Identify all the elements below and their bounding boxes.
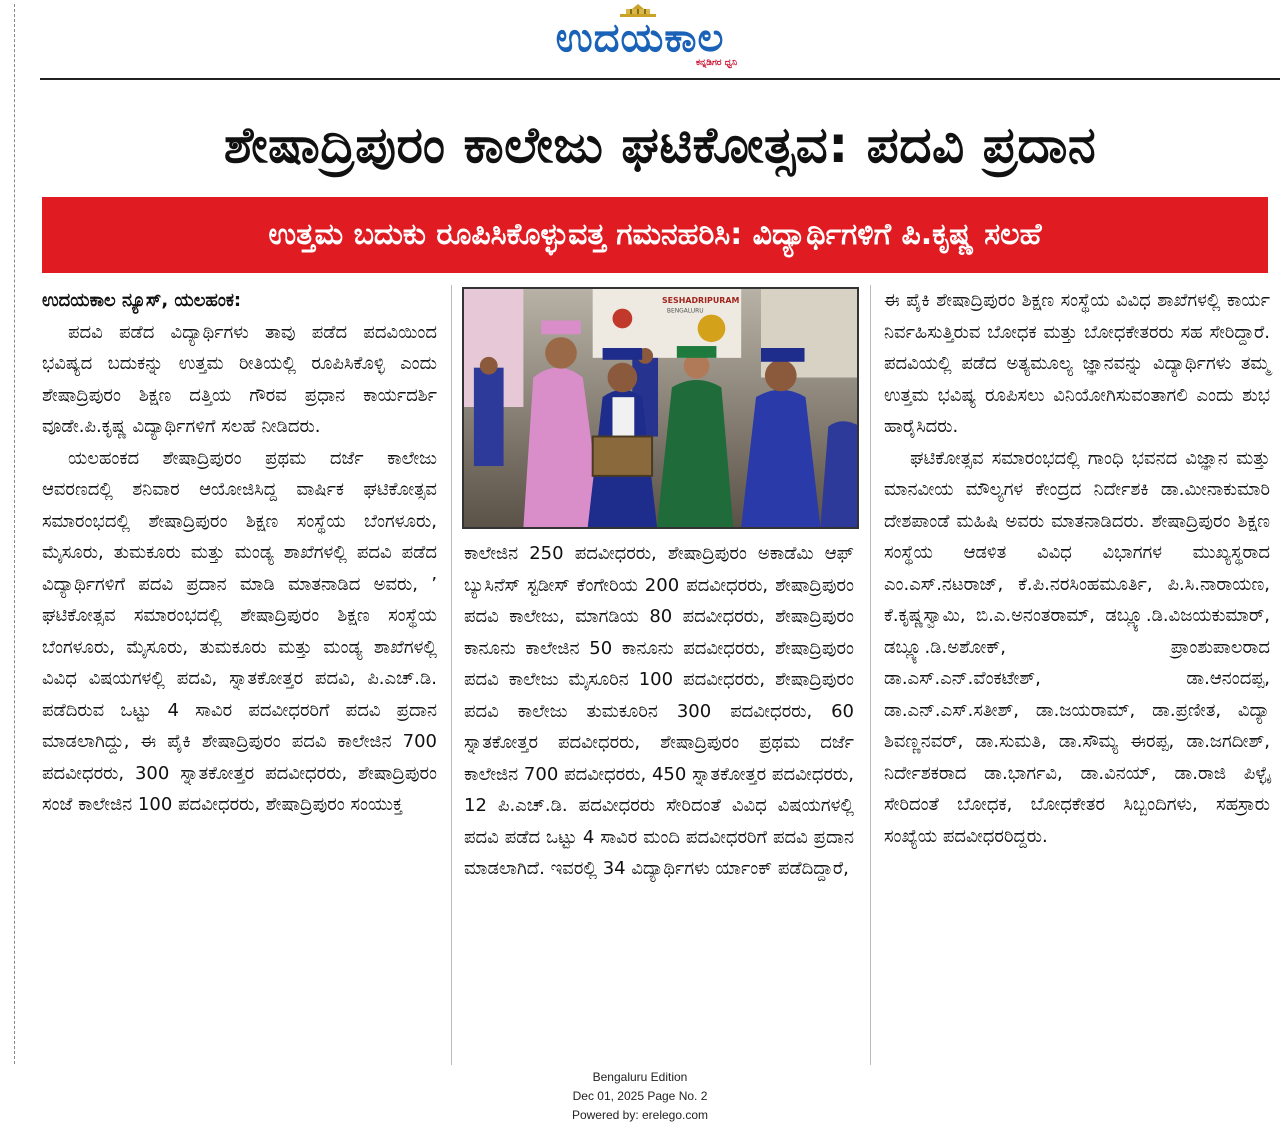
- article-paragraph: ಯಲಹಂಕದ ಶೇಷಾದ್ರಿಪುರಂ ಪ್ರಥಮ ದರ್ಜೆ ಕಾಲೇಜು ಆವರಣದಲ್ಲಿ ಶನಿವಾರ ಆಯೋಜಿಸಿದ್ದ ವಾರ್ಷಿಕ ಘಟಿಕೋತ್ಸವ ಸಮಾರಂಭದಲ್ಲಿ ಶೇಷಾದ್ರಿಪುರಂ ಶಿಕ್ಷಣ ಸಂಸ್ಥೆಯ ಬೆಂಗಳೂರು, ಮೈಸೂರು, ತುಮಕೂರು ಮತ್ತು ಮಂಡ್ಯ ಶಾಖೆಗಳಲ್ಲಿ ಪದವಿ ಪಡೆದ ವಿದ್ಯಾರ್ಥಿಗಳಿಗೆ ಪದವಿ ಪ್ರದಾನ ಮಾಡಿ ಮಾತನಾಡಿದ ಅವರು, ’ ಘಟಿಕೋತ್ಸವ ಸಮಾರಂಭದಲ್ಲಿ ಶೇಷಾದ್ರಿಪುರಂ ಶಿಕ್ಷಣ ಸಂಸ್ಥೆಯ ಬೆಂಗಳೂರು, ಮೈಸೂರು, ತುಮಕೂರು ಮತ್ತು ಮಂಡ್ಯ ಶಾಖೆಗಳಲ್ಲಿ ವಿವಿಧ ವಿಷಯಗಳಲ್ಲಿ ಪದವಿ, ಸ್ನಾತಕೋತ್ತರ ಪದವಿ, ಪಿ.ಎಚ್.ಡಿ. ಪಡೆದಿರುವ ಒಟ್ಟು 4 ಸಾವಿರ ಪದವೀಧರರಿಗೆ ಪದವಿ ಪ್ರದಾನ ಮಾಡಲಾಗಿದ್ದು, ಈ ಪೈಕಿ ಶೇಷಾದ್ರಿಪುರಂ ಪದವಿ ಕಾಲೇಜಿನ 700 ಪದವೀಧರರು, 300 ಸ್ನಾತಕೋತ್ತರ ಪದವೀಧರರು, ಶೇಷಾದ್ರಿಪುರಂ ಸಂಜೆ ಕಾಲೇಜಿನ 100 ಪದವೀಧರರು, ಶೇಷಾದ್ರಿಪುರಂ ಸಂಯುಕ್ತ: [42, 447, 437, 815]
- article-column-2: [464, 538, 854, 1064]
- article-paragraph: ಕಾಲೇಜಿನ 250 ಪದವೀಧರರು, ಶೇಷಾದ್ರಿಪುರಂ ಅಕಾಡೆಮಿ ಆಫ್ ಬ್ಯುಸಿನೆಸ್ ಸ್ಟಡೀಸ್ ಕೆಂಗೇರಿಯ 200 ಪದವೀಧರರು, ಶೇಷಾದ್ರಿಪುರಂ ಪದವಿ ಕಾಲೇಜು, ಮಾಗಡಿಯ 80 ಪದವೀಧರರು, ಶೇಷಾದ್ರಿಪುರಂ ಕಾನೂನು ಕಾಲೇಜಿನ 50 ಕಾನೂನು ಪದವೀಧರರು, ಶೇಷಾದ್ರಿಪುರಂ ಪದವಿ ಕಾಲೇಜು ಮೈಸೂರಿನ 100 ಪದವೀಧರರು, ಶೇಷಾದ್ರಿಪುರಂ ಪದವಿ ಕಾಲೇಜು ತುಮಕೂರಿನ 300 ಪದವೀಧರರು, 60 ಸ್ನಾತಕೋತ್ತರ ಪದವೀಧರರು, ಶೇಷಾದ್ರಿಪುರಂ ಪ್ರಥಮ ದರ್ಜೆ ಕಾಲೇಜಿನ 700 ಪದವೀಧರರು, 450 ಸ್ನಾತಕೋತ್ತರ ಪದವೀಧರರು, 12 ಪಿ.ಎಚ್.ಡಿ. ಪದವೀಧರರು ಸೇರಿದಂತೆ ವಿವಿಧ ವಿಷಯಗಳಲ್ಲಿ ಪದವಿ ಪಡೆದ ಒಟ್ಟು 4 ಸಾವಿರ ಮಂದಿ ಪದವೀಧರರಿಗೆ ಪದವಿ ಪ್ರದಾನ ಮಾಡಲಾಗಿದೆ. ಇವರಲ್ಲಿ 34 ವಿದ್ಯಾರ್ಥಿಗಳು ರ್ಯಾಂಕ್ ಪಡೆದಿದ್ದಾರೆ,: [464, 543, 854, 879]
- article-paragraph: ಘಟಿಕೋತ್ಸವ ಸಮಾರಂಭದಲ್ಲಿ ಗಾಂಧಿ ಭವನದ ವಿಜ್ಞಾನ ಮತ್ತು ಮಾನವೀಯ ಮೌಲ್ಯಗಳ ಕೇಂದ್ರದ ನಿರ್ದೇಶಕಿ ಡಾ.ಮೀನಾಕುಮಾರಿ ದೇಶಪಾಂಡೆ ಮಹಿಷಿ ಅವರು ಮಾತನಾಡಿದರು. ಶೇಷಾದ್ರಿಪುರಂ ಶಿಕ್ಷಣ ಸಂಸ್ಥೆಯ ಆಡಳಿತ ವಿವಿಧ ವಿಭಾಗಗಳ ಮುಖ್ಯಸ್ಥರಾದ ಎಂ.ಎಸ್.ನಟರಾಜ್, ಕೆ.ಪಿ.ನರಸಿಂಹಮೂರ್ತಿ, ಪಿ.ಸಿ.ನಾರಾಯಣ, ಕೆ.ಕೃಷ್ಣಸ್ವಾಮಿ, ಬಿ.ಎ.ಅನಂತರಾಮ್, ಡಬ್ಲ್ಯೂ.ಡಿ.ವಿಜಯಕುಮಾರ್, ಡಬ್ಲ್ಯೂ.ಡಿ.ಅಶೋಕ್, ಪ್ರಾಂಶುಪಾಲರಾದ ಡಾ.ಎಸ್.ಎನ್.ವೆಂಕಟೇಶ್, ಡಾ.ಆನಂದಪ್ಪ, ಡಾ.ಎನ್.ಎಸ್.ಸತೀಶ್, ಡಾ.ಜಯರಾಮ್, ಡಾ.ಪ್ರಣೀತ, ವಿದ್ಯಾ ಶಿವಣ್ಣನವರ್, ಡಾ.ಸುಮತಿ, ಡಾ.ಸೌಮ್ಯ ಈರಪ್ಪ, ಡಾ.ಜಗದೀಶ್, ನಿರ್ದೇಶಕರಾದ ಡಾ.ಭಾರ್ಗವಿ, ಡಾ.ವಿನಯ್, ಡಾ.ರಾಜಿ ಪಿಳ್ಳೈ ಸೇರಿದಂತೆ ಬೋಧಕ, ಬೋಧಕೇತರ ಸಿಬ್ಬಂದಿಗಳು, ಸಹಸ್ರಾರು ಸಂಖ್ಯೆಯ ಪದವೀಧರರಿದ್ದರು.: [884, 447, 1270, 847]
- edition-label: Bengaluru Edition: [592, 1070, 688, 1084]
- masthead: [0, 0, 1280, 78]
- convocation-photo: [462, 287, 859, 529]
- column-divider: [870, 285, 871, 1065]
- newspaper-logo: [500, 4, 780, 70]
- headline: ಶೇಷಾದ್ರಿಪುರಂ ಕಾಲೇಜು ಘಟಿಕೋತ್ಸವ: ಪದವಿ ಪ್ರದಾನ: [223, 116, 1097, 174]
- byline: ಉದಯಕಾಲ ನ್ಯೂಸ್, ಯಲಹಂಕ:: [42, 290, 242, 311]
- powered-by-link[interactable]: Powered by: erelego.com: [571, 1108, 709, 1122]
- stage-banner-text: SESHADRIPURAM: [661, 295, 740, 305]
- masthead-divider: [40, 78, 1280, 80]
- date-page-label: Dec 01, 2025 Page No. 2: [572, 1089, 708, 1103]
- column-divider: [451, 285, 452, 1065]
- logo-text: ಉದಯಕಾಲ: [555, 15, 725, 61]
- article-column-3: [884, 285, 1270, 1065]
- article-column-1: [42, 285, 437, 1065]
- stage-banner-subtext: BENGALURU: [666, 308, 704, 315]
- convocation-photo-image: [464, 289, 857, 527]
- page-edge-rule: [14, 4, 15, 1064]
- page-footer: [540, 1068, 740, 1125]
- article-paragraph: ಈ ಪೈಕಿ ಶೇಷಾದ್ರಿಪುರಂ ಶಿಕ್ಷಣ ಸಂಸ್ಥೆಯ ವಿವಿಧ ಶಾಖೆಗಳಲ್ಲಿ ಕಾರ್ಯ ನಿರ್ವಹಿಸುತ್ತಿರುವ ಬೋಧಕ ಮತ್ತು ಬೋಧಕೇತರರು ಸಹ ಸೇರಿದ್ದಾರೆ. ಪದವಿಯಲ್ಲಿ ಪಡೆದ ಅತ್ಯಮೂಲ್ಯ ಜ್ಞಾನವನ್ನು ವಿದ್ಯಾರ್ಥಿಗಳು ತಮ್ಮ ಉತ್ತಮ ಭವಿಷ್ಯ ರೂಪಿಸಲು ವಿನಿಯೋಗಿಸುವಂತಾಗಲಿ ಎಂದು ಶುಭ ಹಾರೈಸಿದರು.: [884, 290, 1270, 437]
- logo-tagline: ಕನ್ನಡಿಗರ ಧ್ವನಿ: [696, 58, 738, 68]
- subheadline-banner: ಉತ್ತಮ ಬದುಕು ರೂಪಿಸಿಕೊಳ್ಳುವತ್ತ ಗಮನಹರಿಸಿ: ವಿದ್ಯಾರ್ಥಿಗಳಿಗೆ ಪಿ.ಕೃಷ್ಣ ಸಲಹೆ: [42, 197, 1268, 273]
- article-paragraph: ಪದವಿ ಪಡೆದ ವಿದ್ಯಾರ್ಥಿಗಳು ತಾವು ಪಡೆದ ಪದವಿಯಿಂದ ಭವಿಷ್ಯದ ಬದುಕನ್ನು ಉತ್ತಮ ರೀತಿಯಲ್ಲಿ ರೂಪಿಸಿಕೊಳ್ಳಿ ಎಂದು ಶೇಷಾದ್ರಿಪುರಂ ಶಿಕ್ಷಣ ದತ್ತಿಯ ಗೌರವ ಪ್ರಧಾನ ಕಾರ್ಯದರ್ಶಿ ವೂಡೇ.ಪಿ.ಕೃಷ್ಣ ವಿದ್ಯಾರ್ಥಿಗಳಿಗೆ ಸಲಹೆ ನೀಡಿದರು.: [42, 321, 437, 437]
